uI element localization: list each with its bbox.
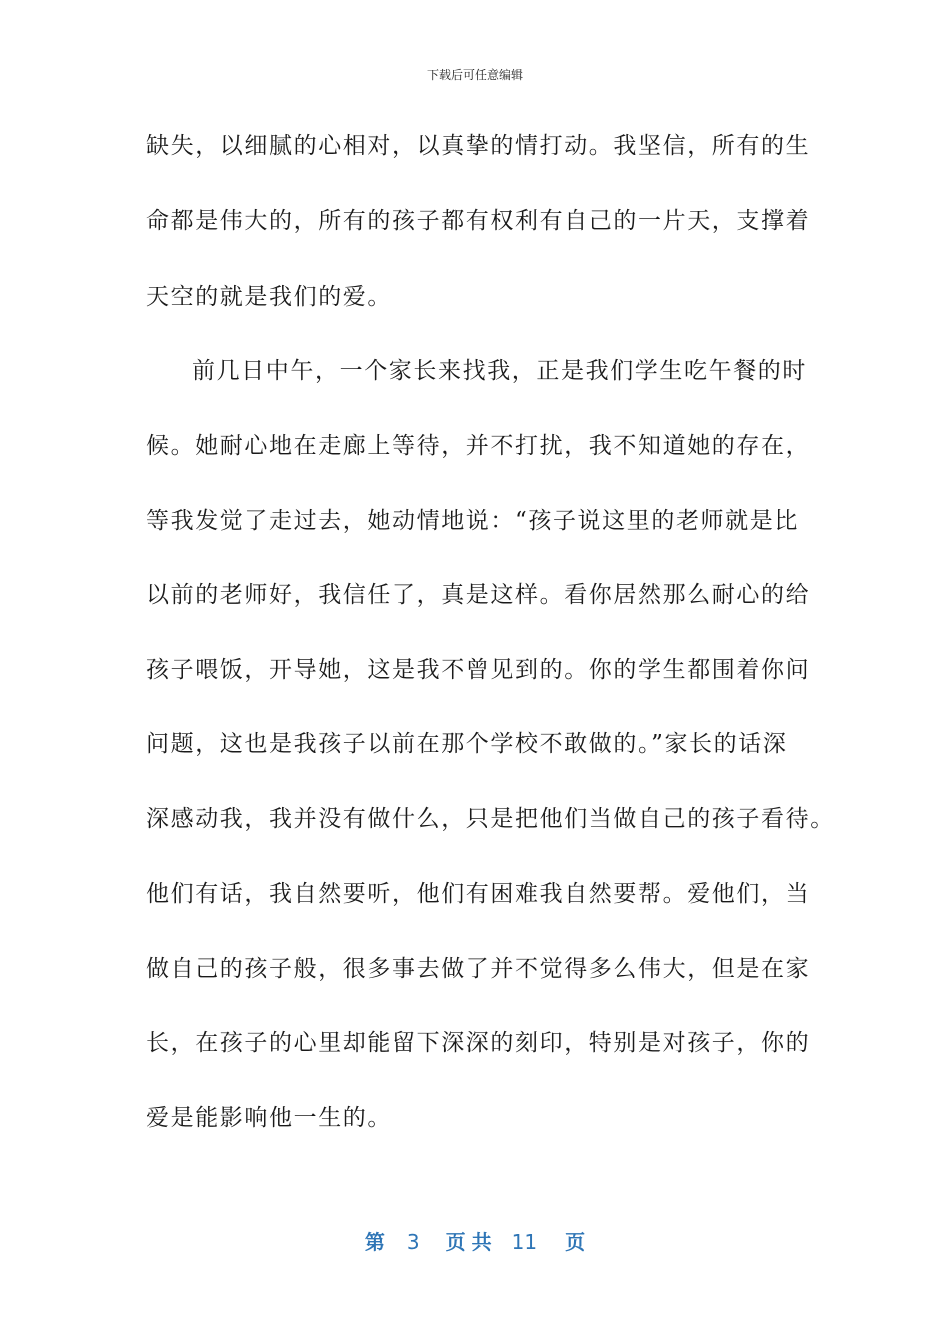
- paragraph-first-line: 前几日中午，一个家长来找我，正是我们学生吃午餐的时: [192, 358, 807, 384]
- footer-label-page-total: 页: [445, 1230, 466, 1254]
- text-line: 做自己的孩子般，很多事去做了并不觉得多么伟大，但是在家: [146, 956, 811, 982]
- header-note: 下载后可任意编辑: [426, 68, 523, 82]
- footer-current-page: 3: [406, 1230, 420, 1254]
- footer-total-pages: 11: [511, 1230, 538, 1254]
- text-line: 他们有话，我自然要听，他们有困难我自然要帮。爱他们，当: [146, 881, 811, 907]
- text-line: 孩子喂饭，开导她，这是我不曾见到的。你的学生都围着你问: [146, 657, 811, 683]
- footer-label-page-end: 页: [565, 1230, 586, 1254]
- text-line: 天空的就是我们的爱。: [146, 284, 392, 310]
- text-line: 问题，这也是我孩子以前在那个学校不敢做的。”家长的话深: [146, 731, 788, 757]
- text-line: 候。她耐心地在走廊上等待，并不打扰，我不知道她的存在，: [146, 433, 811, 459]
- text-line: 缺失，以细腻的心相对，以真挚的情打动。我坚信，所有的生: [146, 133, 811, 159]
- footer-label-total: 共: [471, 1230, 492, 1254]
- text-line: 长，在孩子的心里却能留下深深的刻印，特别是对孩子，你的: [146, 1030, 811, 1056]
- footer-label-page: 第: [364, 1230, 385, 1254]
- text-line: 命都是伟大的，所有的孩子都有权利有自己的一片天，支撑着: [146, 208, 811, 234]
- text-line: 爱是能影响他一生的。: [146, 1105, 392, 1131]
- text-line: 以前的老师好，我信任了，真是这样。看你居然那么耐心的给: [146, 582, 811, 608]
- page-footer: [0, 1226, 950, 1255]
- text-line: 等我发觉了走过去，她动情地说：“孩子说这里的老师就是比: [146, 508, 799, 534]
- text-line: 深感动我，我并没有做什么，只是把他们当做自己的孩子看待。: [146, 806, 835, 832]
